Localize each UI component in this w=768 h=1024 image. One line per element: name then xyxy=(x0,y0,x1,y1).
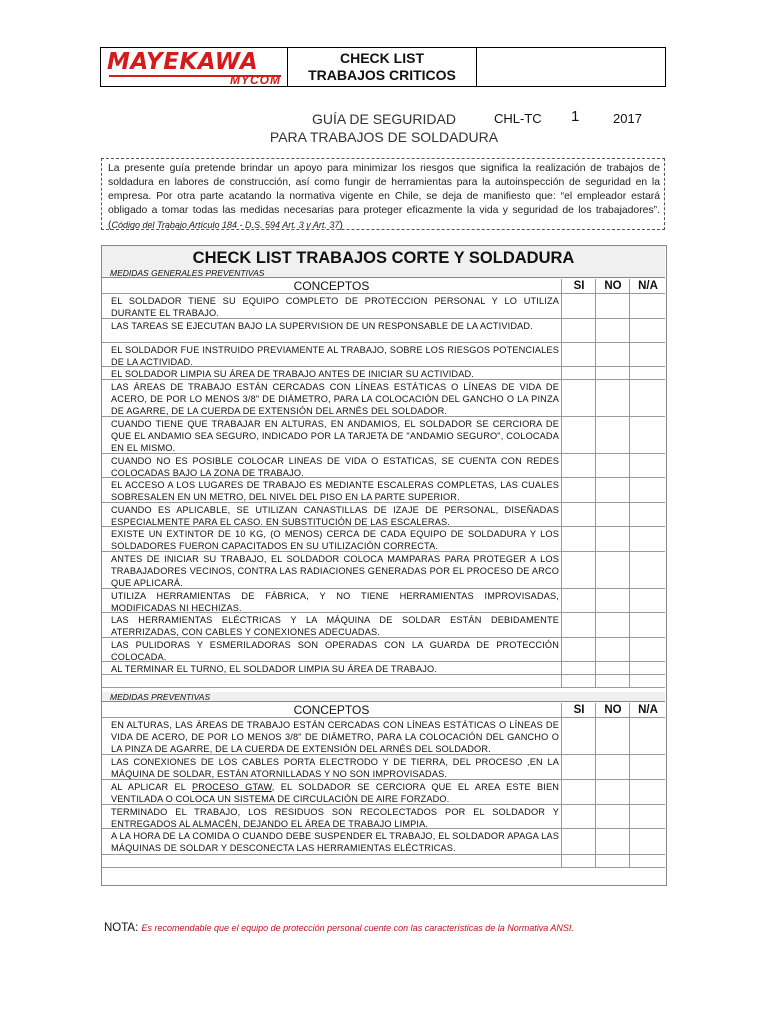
checklist-row xyxy=(102,589,665,613)
na-checkbox-cell[interactable] xyxy=(629,294,666,318)
na-checkbox-cell[interactable] xyxy=(629,755,666,779)
checklist-item-text: LAS TAREAS SE EJECUTAN BAJO LA SUPERVISION DE UN RESPONSABLE DE LA ACTIVIDAD. xyxy=(111,321,533,331)
document-title xyxy=(288,48,477,86)
checklist-item-text: LAS ÁREAS DE TRABAJO ESTÁN CERCADAS CON LÍNEAS ESTÁTICAS O LÍNEAS DE VIDA DE ACERO, DE POR LO MENOS 3/8" DE DIÁMETRO, PARA LA COLOCACIÓN DEL GANCHO O LA PINZA DE AGARRE, DE LA CUERDA DE EXTENSIÓN DEL ARNÉS DEL SOLDADOR. xyxy=(111,382,559,416)
checklist-item-text: CUANDO NO ES POSIBLE COLOCAR LINEAS DE VIDA O ESTATICAS, SE CUENTA CON REDES COLOCADAS BAJO LA ZONA DE TRABAJO. xyxy=(111,456,559,478)
checklist-row xyxy=(102,552,665,589)
na-checkbox-cell[interactable] xyxy=(629,367,666,379)
document-year: 2017 xyxy=(613,111,642,126)
si-checkbox-cell[interactable] xyxy=(561,417,596,453)
na-checkbox-cell[interactable] xyxy=(629,319,666,342)
checklist-row xyxy=(102,454,665,478)
no-header: NO xyxy=(595,703,630,717)
no-checkbox-cell[interactable] xyxy=(595,589,630,612)
logo-wordmark: MAYEKAWA xyxy=(107,49,259,75)
no-checkbox-cell[interactable] xyxy=(595,343,630,366)
na-checkbox-cell[interactable] xyxy=(629,718,666,754)
si-checkbox-cell[interactable] xyxy=(561,503,596,526)
checklist-item-text: EL SOLDADOR LIMPIA SU ÁREA DE TRABAJO ANTES DE INICIAR SU ACTIVIDAD. xyxy=(111,369,474,379)
checklist-item-text: LAS HERRAMIENTAS ELÉCTRICAS Y LA MÁQUINA DE SOLDAR ESTÁN DEBIDAMENTE ATERRIZADAS, CON CABLES Y CONEXIONES ADECUADAS. xyxy=(111,615,559,637)
na-checkbox-cell[interactable] xyxy=(629,589,666,612)
na-checkbox-cell[interactable] xyxy=(629,454,666,477)
no-checkbox-cell[interactable] xyxy=(595,613,630,637)
checklist-item-text: CUANDO TIENE QUE TRABAJAR EN ALTURAS, EN ANDAMIOS, EL SOLDADOR SE CERCIORA DE QUE EL ANDAMIO SEA SEGURO, INDICADO POR LA TARJETA DE "ANDAMIO SEGURO", COLOCADA EN EL MISMO. xyxy=(111,419,559,453)
no-checkbox-cell[interactable] xyxy=(595,552,630,588)
na-checkbox-cell[interactable] xyxy=(629,552,666,588)
no-checkbox-cell[interactable] xyxy=(595,417,630,453)
no-checkbox-cell[interactable] xyxy=(595,662,630,674)
document-meta xyxy=(477,48,665,126)
no-checkbox-cell[interactable] xyxy=(595,367,630,379)
checklist-item-text: EL ACCESO A LOS LUGARES DE TRABAJO ES MEDIANTE ESCALERAS COMPLETAS, LAS CUALES SOBRESALEN EN UN METRO, DEL NIVEL DEL PISO EN LA PARTE SUPERIOR. xyxy=(111,480,559,502)
document-code: CHL-TC xyxy=(494,111,542,126)
document-title-line1: CHECK LIST xyxy=(340,50,424,66)
na-checkbox-cell[interactable] xyxy=(629,417,666,453)
no-checkbox-cell[interactable] xyxy=(595,855,630,867)
checklist-item-text: CUANDO ES APLICABLE, SE UTILIZAN CANASTILLAS DE IZAJE DE PERSONAL, DISEÑADAS ESPECIALMENTE PARA EL CASO. EN SUBSTITUCIÓN DE LAS ESCALERAS. xyxy=(111,505,559,527)
guide-title-line2: PARA TRABAJOS DE SOLDADURA xyxy=(269,129,499,145)
no-checkbox-cell[interactable] xyxy=(595,638,630,661)
note-label: NOTA: xyxy=(104,922,139,934)
section-title: MEDIDAS GENERALES PREVENTIVAS xyxy=(102,268,665,278)
no-checkbox-cell[interactable] xyxy=(595,780,630,804)
document-number: 1 xyxy=(571,108,580,125)
na-checkbox-cell[interactable] xyxy=(629,855,666,867)
si-checkbox-cell[interactable] xyxy=(561,552,596,588)
no-checkbox-cell[interactable] xyxy=(595,805,630,828)
si-checkbox-cell[interactable] xyxy=(561,755,596,779)
checklist-item-text: A LA HORA DE LA COMIDA O CUANDO DEBE SUSPENDER EL TRABAJO, EL SOLDADOR APAGA LAS MÁQUINAS DE SOLDAR Y DESCONECTA LAS HERRAMIENTAS ELÉCTRICAS. xyxy=(111,831,559,853)
si-checkbox-cell[interactable] xyxy=(561,855,596,867)
si-checkbox-cell[interactable] xyxy=(561,454,596,477)
si-checkbox-cell[interactable] xyxy=(561,367,596,379)
na-checkbox-cell[interactable] xyxy=(629,829,666,854)
checklist-item-text: AL TERMINAR EL TURNO, EL SOLDADOR LIMPIA SU ÁREA DE TRABAJO. xyxy=(111,664,438,674)
checklist-item-text: LAS PULIDORAS Y ESMERILADORAS SON OPERADAS CON LA GUARDA DE PROTECCIÓN COLOCADA. xyxy=(111,640,559,662)
na-checkbox-cell[interactable] xyxy=(629,662,666,674)
no-checkbox-cell[interactable] xyxy=(595,294,630,318)
na-header: N/A xyxy=(629,703,666,717)
footer-note xyxy=(104,922,574,934)
si-checkbox-cell[interactable] xyxy=(561,589,596,612)
si-checkbox-cell[interactable] xyxy=(561,380,596,416)
si-checkbox-cell[interactable] xyxy=(561,638,596,661)
guide-title-line1: GUÍA DE SEGURIDAD xyxy=(312,111,456,127)
checklist-row xyxy=(102,319,665,343)
na-checkbox-cell[interactable] xyxy=(629,675,666,687)
si-checkbox-cell[interactable] xyxy=(561,780,596,804)
no-checkbox-cell[interactable] xyxy=(595,454,630,477)
no-checkbox-cell[interactable] xyxy=(595,755,630,779)
no-checkbox-cell[interactable] xyxy=(595,478,630,502)
checklist-row xyxy=(102,855,665,868)
na-checkbox-cell[interactable] xyxy=(629,343,666,366)
si-checkbox-cell[interactable] xyxy=(561,319,596,342)
si-header: SI xyxy=(561,703,596,717)
na-checkbox-cell[interactable] xyxy=(629,638,666,661)
checklist-row xyxy=(102,755,665,780)
no-checkbox-cell[interactable] xyxy=(595,503,630,526)
na-checkbox-cell[interactable] xyxy=(629,503,666,526)
checklist-item-text: EL SOLDADOR FUE INSTRUIDO PREVIAMENTE AL TRABAJO, SOBRE LOS RIESGOS POTENCIALES DE LA ACTIVIDAD. xyxy=(111,345,559,367)
si-checkbox-cell[interactable] xyxy=(561,294,596,318)
checklist-row xyxy=(102,829,665,855)
checklist-item-text: ANTES DE INICIAR SU TRABAJO, EL SOLDADOR COLOCA MAMPARAS PARA PROTEGER A LOS TRABAJADORES VECINOS, CONTRA LAS RADIACIONES GENERADAS POR EL PROCESO DE ARCO QUE APLICARÁ. xyxy=(111,554,559,588)
checklist-item-text: TERMINADO EL TRABAJO, LOS RESIDUOS SON RECOLECTADOS POR EL SOLDADOR Y ENTREGADOS AL ALMACÉN, DEJANDO EL ÁREA DE TRABAJO LIMPIA. xyxy=(111,807,559,829)
checklist-row xyxy=(102,638,665,662)
checklist-row xyxy=(102,478,665,503)
concepts-header: CONCEPTOS xyxy=(293,279,370,293)
checklist-row xyxy=(102,805,665,829)
logo-sub-wordmark: MYCOM xyxy=(230,73,281,87)
checklist-title: CHECK LIST TRABAJOS CORTE Y SOLDADURA xyxy=(102,246,665,269)
no-checkbox-cell[interactable] xyxy=(595,718,630,754)
no-checkbox-cell[interactable] xyxy=(595,675,630,687)
no-checkbox-cell[interactable] xyxy=(595,829,630,854)
checklist-row xyxy=(102,343,665,367)
company-logo xyxy=(101,48,288,86)
concepts-header-row xyxy=(102,703,665,718)
no-header: NO xyxy=(595,279,630,293)
si-checkbox-cell[interactable] xyxy=(561,613,596,637)
intro-paragraph xyxy=(101,158,665,230)
intro-end: ) xyxy=(339,220,343,231)
na-checkbox-cell[interactable] xyxy=(629,780,666,804)
si-checkbox-cell[interactable] xyxy=(561,675,596,687)
checklist-item-text: EL SOLDADOR TIENE SU EQUIPO COMPLETO DE PROTECCION PERSONAL Y LO UTILIZA DURANTE EL TRABAJO. xyxy=(111,296,559,318)
si-checkbox-cell[interactable] xyxy=(561,718,596,754)
si-checkbox-cell[interactable] xyxy=(561,478,596,502)
intro-text: La presente guía pretende brindar un apoyo para minimizar los riesgos que significa la realización de trabajos de soldadura en labores de construcción, así como fungir de herramientas para la autoinspección de seguridad en la empresa. Por otra parte acatando la normativa vigente en Chile, se deja de manifiesto que: “el empleador estará obligado a tomar todas las medidas necesarias para proteger eficazmente la vida y seguridad de los trabajadores”. ( xyxy=(108,163,660,231)
checklist-row xyxy=(102,527,665,552)
checklist-row xyxy=(102,718,665,755)
checklist-item-text: EN ALTURAS, LAS ÁREAS DE TRABAJO ESTÁN CERCADAS CON LÍNEAS ESTÁTICAS O LÍNEAS DE VIDA DE ACERO, DE POR LO MENOS 3/8" DE DIÁMETRO, PARA LA COLOCACIÓN DEL GANCHO O LA PINZA DE AGARRE, DE LA CUERDA DE EXTENSIÓN DEL ARNÉS DEL SOLDADOR. xyxy=(111,720,559,754)
na-checkbox-cell[interactable] xyxy=(629,805,666,828)
na-checkbox-cell[interactable] xyxy=(629,478,666,502)
no-checkbox-cell[interactable] xyxy=(595,527,630,551)
no-checkbox-cell[interactable] xyxy=(595,319,630,342)
checklist-row xyxy=(102,780,665,805)
si-checkbox-cell[interactable] xyxy=(561,662,596,674)
checklist-row xyxy=(102,380,665,417)
na-checkbox-cell[interactable] xyxy=(629,527,666,551)
intro-legal-reference: Código del Trabajo Artículo 184 - D.S. 594 Art. 3 y Art. 37 xyxy=(111,220,340,230)
checklist-row xyxy=(102,675,665,688)
concepts-header-row xyxy=(102,279,665,294)
na-checkbox-cell[interactable] xyxy=(629,380,666,416)
si-checkbox-cell[interactable] xyxy=(561,343,596,366)
checklist-row xyxy=(102,294,665,319)
checklist-row xyxy=(102,613,665,638)
checklist-item-text: UTILIZA HERRAMIENTAS DE FÁBRICA, Y NO TIENE HERRAMIENTAS IMPROVISADAS, MODIFICADAS NI HECHIZAS. xyxy=(111,591,559,613)
document-title-line2: TRABAJOS CRITICOS xyxy=(308,67,456,83)
na-header: N/A xyxy=(629,279,666,293)
note-text: Es recomendable que el equipo de protección personal cuente con las características de la Normativa ANSI. xyxy=(141,923,574,933)
na-checkbox-cell[interactable] xyxy=(629,613,666,637)
si-checkbox-cell[interactable] xyxy=(561,829,596,854)
no-checkbox-cell[interactable] xyxy=(595,380,630,416)
concepts-header: CONCEPTOS xyxy=(293,703,370,717)
si-header: SI xyxy=(561,279,596,293)
checklist-table xyxy=(101,245,667,886)
checklist-item-text: AL APLICAR EL PROCESO GTAW, EL SOLDADOR SE CERCIORA QUE EL AREA ESTE BIEN VENTILADA O COLOCA UN SISTEMA DE CIRCULACIÓN DE AIRE FORZADO. xyxy=(111,782,560,804)
checklist-row xyxy=(102,503,665,527)
section-title: MEDIDAS PREVENTIVAS xyxy=(102,692,665,702)
checklist-row xyxy=(102,367,665,380)
checklist-item-text: EXISTE UN EXTINTOR DE 10 KG, (O MENOS) CERCA DE CADA EQUIPO DE SOLDADURA Y LOS SOLDADORES FUERON CAPACITADOS EN SU UTILIZACIÓN CORRECTA. xyxy=(111,529,559,551)
si-checkbox-cell[interactable] xyxy=(561,805,596,828)
checklist-row xyxy=(102,662,665,675)
checklist-item-text: LAS CONEXIONES DE LOS CABLES PORTA ELECTRODO Y DE TIERRA, DEL PROCESO ,EN LA MÁQUINA DE SOLDAR, ESTÁN ATORNILLADAS Y NO SON IMPROVISADAS. xyxy=(111,757,559,779)
checklist-row xyxy=(102,417,665,454)
si-checkbox-cell[interactable] xyxy=(561,527,596,551)
